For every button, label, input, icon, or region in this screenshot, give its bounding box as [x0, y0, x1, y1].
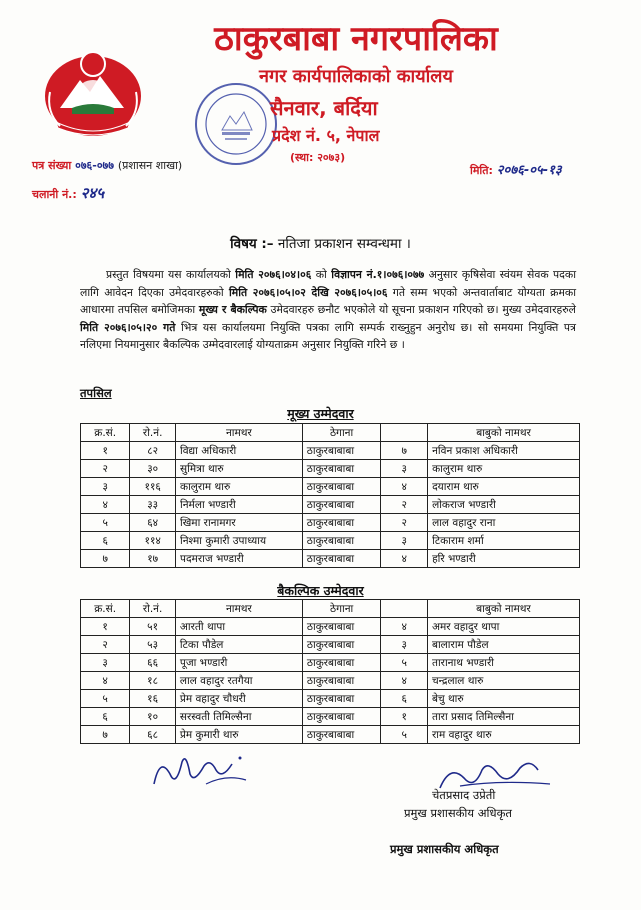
table-cell: ५१ — [130, 618, 176, 636]
column-header: क्र.सं. — [81, 600, 130, 618]
table-row — [81, 726, 580, 744]
table-cell: सुमित्रा थारु — [176, 460, 303, 478]
table-cell: ठाकुरबाबाबा — [302, 478, 381, 496]
table-cell: १६ — [130, 690, 176, 708]
column-header: बाबुको नामथर — [427, 600, 579, 618]
table-cell: ४ — [381, 478, 428, 496]
column-header — [381, 424, 428, 442]
table-cell: ७ — [81, 726, 130, 744]
main-list-title: मूख्य उम्मेदवार — [287, 406, 354, 421]
table-row — [81, 496, 580, 514]
table-cell: ६८ — [130, 726, 176, 744]
alternate-candidates-table — [80, 599, 580, 744]
table-cell: ४ — [81, 496, 130, 514]
table-cell: ठाकुरबाबाबा — [302, 654, 381, 672]
table-cell: बेचु थारु — [427, 690, 579, 708]
table-cell: हरि भण्डारी — [428, 550, 580, 568]
main-candidates-table — [80, 423, 580, 568]
table-cell: ६ — [81, 532, 130, 550]
body-paragraph — [80, 266, 576, 354]
table-cell: पूजा भण्डारी — [175, 654, 302, 672]
handwritten-initials-icon — [146, 744, 256, 794]
table-cell: १८ — [130, 672, 176, 690]
table-cell: ३३ — [130, 496, 176, 514]
table-cell: ५ — [81, 514, 130, 532]
designation-stamp: प्रमुख प्रशासकीय अधिकृत — [390, 842, 499, 856]
table-cell: ५३ — [130, 636, 176, 654]
table-row — [81, 478, 580, 496]
body-text: प्रस्तुत विषयमा यस कार्यालयको — [106, 268, 236, 281]
table-cell: ठाकुरबाबाबा — [302, 708, 381, 726]
subject-line — [0, 234, 641, 252]
table-row — [81, 532, 580, 550]
table-cell: टिकाराम शर्मा — [428, 532, 580, 550]
body-bold: मिति २०७६।०५।०२ देखि २०७६।०५।०६ — [229, 285, 388, 299]
table-cell: कालुराम थारु — [176, 478, 303, 496]
body-bold: मिति २०७६।०५।२० गते — [80, 320, 176, 334]
table-cell: ५ — [81, 690, 130, 708]
table-cell: ठाकुरबाबाबा — [302, 690, 381, 708]
table-cell: ६ — [381, 690, 428, 708]
column-header — [381, 600, 428, 618]
table-cell: ४ — [81, 672, 130, 690]
table-cell: ११६ — [130, 478, 176, 496]
chalani-number — [32, 183, 104, 203]
ref-label: पत्र संख्या — [32, 159, 72, 172]
body-bold: मिति २०७६।०४।०६ — [235, 268, 312, 281]
table-cell: ठाकुरबाबाबा — [302, 532, 381, 550]
table-cell: निर्मला भण्डारी — [176, 496, 303, 514]
column-header: क्र.सं. — [81, 424, 130, 442]
table-row — [81, 514, 580, 532]
table-cell: ठाकुरबाबाबा — [302, 618, 381, 636]
table-cell: ठाकुरबाबाबा — [302, 442, 381, 460]
table-cell: ६६ — [130, 654, 176, 672]
table-cell: बालाराम पौडेल — [427, 636, 579, 654]
established-year: (स्था: २०७३) — [290, 151, 346, 164]
table-cell: ३० — [130, 460, 176, 478]
schedule-heading: तपसिल — [80, 386, 112, 400]
table-cell: ३ — [81, 654, 130, 672]
table-cell: प्रेम वहादुर चौधरी — [175, 690, 302, 708]
body-text: भित्र यस कार्यालयमा नियुक्ति पत्रका लागि सम्पर्क राख्नुहुन अनुरोध छ। सो समयमा नियुक्ति पत्र नलिएमा नियमानुसार बैकल्पिक उम्मेदवारलाई योग्यताक्रम अनुसार नियुक्ति गरिने छ । — [80, 320, 576, 352]
table-cell: ७ — [81, 550, 130, 568]
table-cell: ४ — [381, 618, 428, 636]
table-row — [81, 708, 580, 726]
table-cell: ६ — [81, 708, 130, 726]
table-cell: १० — [130, 708, 176, 726]
reference-number — [32, 158, 182, 173]
table-cell: कालुराम थारु — [428, 460, 580, 478]
table-row — [81, 550, 580, 568]
table-row — [81, 636, 580, 654]
table-cell: ४ — [381, 672, 428, 690]
table-cell: ठाकुरबाबाबा — [302, 460, 381, 478]
column-header: नामथर — [175, 600, 302, 618]
signatory-designation: प्रमुख प्रशासकीय अधिकृत — [404, 806, 512, 820]
table-cell: ठाकुरबाबाबा — [302, 672, 381, 690]
table-cell: ३ — [381, 636, 428, 654]
table-cell: ४ — [381, 550, 428, 568]
table-cell: चन्द्रलाल थारु — [427, 672, 579, 690]
table-row — [81, 460, 580, 478]
chalani-label: चलानी नं.: — [32, 188, 77, 201]
column-header: ठेगाना — [302, 424, 381, 442]
table-row — [81, 690, 580, 708]
date-label: मिति: — [470, 164, 493, 177]
body-bold: मूख्य र बैकल्पिक — [198, 303, 267, 317]
nepal-emblem-icon — [38, 42, 148, 140]
table-cell: ८२ — [130, 442, 176, 460]
table-cell: आरती थापा — [175, 618, 302, 636]
body-text: उमेदवारहरु छनौट भएकोले यो सूचना प्रकाशन गरिएको छ। मुख्य उमेदवारहरुले — [266, 303, 576, 317]
column-header: बाबुको नामथर — [428, 424, 580, 442]
letter-date — [470, 160, 562, 178]
table-cell: २ — [81, 460, 130, 478]
body-bold: विज्ञापन नं.१।०७६।०७७ — [331, 268, 425, 281]
table-cell: ३ — [81, 478, 130, 496]
table-cell: २ — [381, 514, 428, 532]
body-text: गते सम्म भएको अन्तवार्ताबाट योग्यता क्रमका आधारमा तपसिल बमोजिमका — [80, 285, 576, 317]
office-seal-icon — [192, 80, 280, 168]
table-cell: ठाकुरबाबाबा — [302, 496, 381, 514]
table-cell: पदमराज भण्डारी — [176, 550, 303, 568]
body-text: अनुसार कृषिसेवा स्वंयम सेवक पदका लागि आवेदन दिएका उमेदवारहरुको — [80, 268, 577, 299]
table-cell: खिमा रानामगर — [176, 514, 303, 532]
table-cell: दयाराम थारु — [428, 478, 580, 496]
table-cell: ११४ — [130, 532, 176, 550]
table-row — [81, 442, 580, 460]
table-cell: तारानाथ भण्डारी — [427, 654, 579, 672]
table-cell: १७ — [130, 550, 176, 568]
city-name: सैनवार, बर्दिया — [270, 96, 378, 120]
body-text: को — [311, 268, 332, 281]
column-header: नामथर — [176, 424, 303, 442]
table-cell: १ — [81, 618, 130, 636]
table-cell: अमर वहादुर थापा — [427, 618, 579, 636]
table-cell: प्रेम कुमारी थारु — [175, 726, 302, 744]
table-cell: लोकराज भण्डारी — [428, 496, 580, 514]
table-cell: ३ — [381, 532, 428, 550]
table-cell: ठाकुरबाबाबा — [302, 636, 381, 654]
column-header: रो.नं. — [130, 424, 176, 442]
signatory-name: चेतप्रसाद उप्रेती — [432, 788, 496, 802]
date-value: २०७६-०५-१३ — [496, 163, 562, 178]
table-cell: ३ — [381, 460, 428, 478]
table-cell: नविन प्रकाश अधिकारी — [428, 442, 580, 460]
table-cell: लाल वहादुर रतगैया — [175, 672, 302, 690]
table-cell: १ — [381, 708, 428, 726]
table-header-row — [81, 424, 580, 442]
table-cell: निश्मा कुमारी उपाध्याय — [176, 532, 303, 550]
column-header: ठेगाना — [302, 600, 381, 618]
table-cell: २ — [381, 496, 428, 514]
table-cell: लाल वहादुर राना — [428, 514, 580, 532]
subject-text: नतिजा प्रकाशन सम्वन्धमा । — [277, 236, 411, 252]
table-cell: ठाकुरबाबाबा — [302, 550, 381, 568]
table-cell: ७ — [381, 442, 428, 460]
table-cell: १ — [81, 442, 130, 460]
table-cell: ठाकुरबाबाबा — [302, 726, 381, 744]
table-cell: ६४ — [130, 514, 176, 532]
table-cell: ५ — [381, 654, 428, 672]
table-cell: टिका पौडेल — [175, 636, 302, 654]
table-cell: विद्या अधिकारी — [176, 442, 303, 460]
table-cell: राम वहादुर थारु — [427, 726, 579, 744]
office-name: नगर कार्यपालिकाको कार्यालय — [259, 66, 453, 87]
subject-label: विषय :– — [230, 236, 274, 252]
chalani-value: २४५ — [80, 184, 105, 202]
province-name: प्रदेश नं. ५, नेपाल — [272, 126, 380, 145]
column-header: रो.नं. — [130, 600, 176, 618]
table-cell: तारा प्रसाद तिमिल्सैना — [427, 708, 579, 726]
ref-section: (प्रशासन शाखा) — [117, 159, 183, 172]
ref-value: ०७६-०७७ — [75, 159, 114, 172]
table-row — [81, 672, 580, 690]
org-title: ठाकुरबाबा नगरपालिका — [214, 19, 498, 59]
table-cell: सरस्वती तिमिल्सैना — [175, 708, 302, 726]
table-cell: २ — [81, 636, 130, 654]
alt-list-title: बैकल्पिक उम्मेदवार — [277, 583, 364, 598]
table-cell: ठाकुरबाबाबा — [302, 514, 381, 532]
table-header-row — [81, 600, 580, 618]
table-row — [81, 618, 580, 636]
table-cell: ५ — [381, 726, 428, 744]
table-row — [81, 654, 580, 672]
